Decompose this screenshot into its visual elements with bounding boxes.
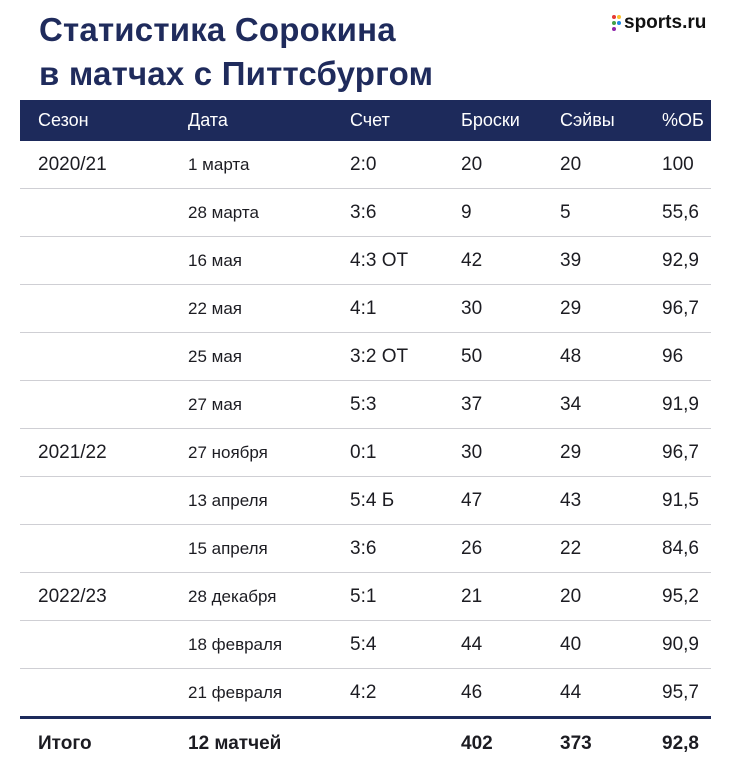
season-cell (20, 669, 188, 718)
saves-cell: 40 (560, 621, 662, 669)
save-pct-cell: 91,9 (662, 381, 711, 429)
score-cell: 3:6 (350, 525, 461, 573)
season-cell: 2022/23 (20, 573, 188, 621)
total-row (20, 718, 711, 770)
season-cell (20, 189, 188, 237)
table-row (20, 285, 711, 333)
saves-cell: 22 (560, 525, 662, 573)
saves-cell: 43 (560, 477, 662, 525)
stats-table (20, 100, 711, 769)
shots-cell: 20 (461, 141, 560, 189)
save-pct-cell: 55,6 (662, 189, 711, 237)
table-row (20, 429, 711, 477)
save-pct-cell: 95,2 (662, 573, 711, 621)
season-cell (20, 237, 188, 285)
save-pct-cell: 96,7 (662, 285, 711, 333)
table-row (20, 333, 711, 381)
saves-cell: 29 (560, 285, 662, 333)
score-cell: 3:6 (350, 189, 461, 237)
shots-cell: 30 (461, 429, 560, 477)
date-cell: 15 апреля (188, 525, 350, 573)
date-cell: 13 апреля (188, 477, 350, 525)
save-pct-cell: 92,9 (662, 237, 711, 285)
season-cell: 2020/21 (20, 141, 188, 189)
shots-cell: 44 (461, 621, 560, 669)
score-cell: 5:3 (350, 381, 461, 429)
table-row (20, 669, 711, 718)
season-cell: 2021/22 (20, 429, 188, 477)
page-title (39, 8, 433, 96)
date-cell: 27 мая (188, 381, 350, 429)
score-cell: 2:0 (350, 141, 461, 189)
score-cell: 5:4 Б (350, 477, 461, 525)
saves-cell: 5 (560, 189, 662, 237)
table-row (20, 237, 711, 285)
score-cell: 5:1 (350, 573, 461, 621)
season-cell (20, 477, 188, 525)
date-cell: 27 ноября (188, 429, 350, 477)
header-shots: Броски (461, 110, 520, 130)
logo-text: sports.ru (624, 12, 707, 33)
saves-cell: 29 (560, 429, 662, 477)
save-pct-cell: 96 (662, 333, 711, 381)
sports-ru-logo (612, 12, 706, 34)
save-pct-cell: 96,7 (662, 429, 711, 477)
score-cell: 4:2 (350, 669, 461, 718)
shots-cell: 9 (461, 189, 560, 237)
table-row (20, 621, 711, 669)
date-cell: 18 февраля (188, 621, 350, 669)
shots-cell: 26 (461, 525, 560, 573)
total-save-pct: 92,8 (662, 718, 711, 770)
date-cell: 16 мая (188, 237, 350, 285)
saves-cell: 39 (560, 237, 662, 285)
score-cell: 4:3 ОТ (350, 237, 461, 285)
saves-cell: 20 (560, 141, 662, 189)
season-cell (20, 285, 188, 333)
shots-cell: 50 (461, 333, 560, 381)
save-pct-cell: 84,6 (662, 525, 711, 573)
shots-cell: 30 (461, 285, 560, 333)
season-cell (20, 525, 188, 573)
header-saves: Сэйвы (560, 110, 615, 130)
header-score: Счет (350, 110, 390, 130)
score-cell: 5:4 (350, 621, 461, 669)
table-row (20, 573, 711, 621)
shots-cell: 46 (461, 669, 560, 718)
season-cell (20, 621, 188, 669)
date-cell: 1 марта (188, 141, 350, 189)
save-pct-cell: 100 (662, 141, 711, 189)
logo-dots-icon (612, 14, 622, 32)
shots-cell: 42 (461, 237, 560, 285)
table-row (20, 141, 711, 189)
date-cell: 22 мая (188, 285, 350, 333)
save-pct-cell: 90,9 (662, 621, 711, 669)
table-row (20, 381, 711, 429)
shots-cell: 37 (461, 381, 560, 429)
total-matches: 12 матчей (188, 718, 350, 770)
table-row (20, 477, 711, 525)
date-cell: 21 февраля (188, 669, 350, 718)
date-cell: 25 мая (188, 333, 350, 381)
table-header-row (20, 100, 711, 141)
shots-cell: 47 (461, 477, 560, 525)
save-pct-cell: 91,5 (662, 477, 711, 525)
shots-cell: 21 (461, 573, 560, 621)
score-cell: 4:1 (350, 285, 461, 333)
header-save-pct: %ОБ (662, 110, 704, 130)
total-label: Итого (20, 718, 188, 770)
score-cell: 3:2 ОТ (350, 333, 461, 381)
title-line-2: в матчах с Питтсбургом (39, 55, 434, 92)
header-season: Сезон (38, 110, 89, 130)
table-row (20, 189, 711, 237)
save-pct-cell: 95,7 (662, 669, 711, 718)
season-cell (20, 381, 188, 429)
total-shots: 402 (461, 718, 560, 770)
season-cell (20, 333, 188, 381)
date-cell: 28 марта (188, 189, 350, 237)
total-saves: 373 (560, 718, 662, 770)
header-date: Дата (188, 110, 228, 130)
table-row (20, 525, 711, 573)
saves-cell: 34 (560, 381, 662, 429)
score-cell: 0:1 (350, 429, 461, 477)
total-score (350, 718, 461, 770)
saves-cell: 44 (560, 669, 662, 718)
saves-cell: 48 (560, 333, 662, 381)
date-cell: 28 декабря (188, 573, 350, 621)
title-line-1: Статистика Сорокина (39, 11, 396, 48)
saves-cell: 20 (560, 573, 662, 621)
